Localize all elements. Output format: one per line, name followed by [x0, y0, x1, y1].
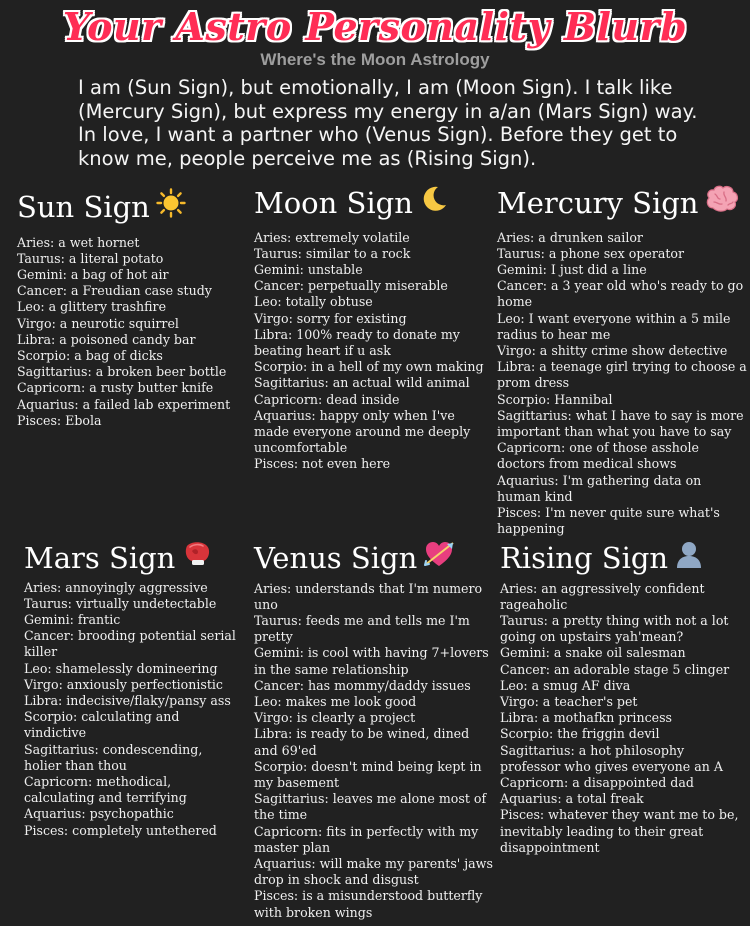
sign-entry: Libra: 100% ready to donate my beating heart if u ask [254, 326, 460, 358]
venus-sign-section [254, 541, 494, 921]
sign-entry: Sagittarius: a hot philosophy professor who gives everyone an A [500, 742, 723, 774]
sign-entry: Libra: is ready to be wined, dined and 69'ed [254, 726, 470, 758]
mars-sign-heading [24, 541, 242, 578]
sun-icon [156, 188, 186, 225]
sign-entry: Sagittarius: leaves me alone most of the time [254, 791, 487, 823]
moon-sign-heading [254, 186, 486, 224]
sun-sign-section [17, 190, 237, 429]
sign-entry: Virgo: anxiously perfectionistic [24, 676, 223, 692]
sign-entry: Taurus: virtually undetectable [24, 595, 217, 611]
sign-entry: Aquarius: a total freak [500, 791, 644, 807]
moon-sign-title: Moon Sign [254, 186, 413, 220]
sign-entry: Scorpio: Hannibal [497, 391, 613, 407]
sign-entry: Gemini: a bag of hot air [17, 266, 169, 282]
sign-entry: Libra: a teenage girl trying to choose a prom dress [497, 359, 747, 391]
sign-entry: Scorpio: the friggin devil [500, 726, 660, 742]
sign-entry: Aquarius: psychopathic [24, 806, 174, 822]
rising-sign-section [500, 541, 740, 856]
sign-entry: Libra: indecisive/flaky/pansy ass [24, 692, 231, 708]
mercury-sign-title: Mercury Sign [497, 186, 699, 220]
sign-entry: Sagittarius: an actual wild animal [254, 375, 470, 391]
sign-entry: Virgo: a shitty crime show detective [497, 342, 728, 358]
sign-entry: Cancer: an adorable stage 5 clinger [500, 661, 730, 677]
rising-sign-list [500, 581, 740, 856]
sign-entry: Aquarius: I'm gathering data on human kind [497, 472, 702, 504]
mars-sign-section [24, 541, 242, 839]
sign-entry: Leo: shamelessly domineering [24, 660, 218, 676]
sign-entry: Cancer: a Freudian case study [17, 283, 212, 299]
sign-entry: Aries: extremely volatile [254, 229, 410, 245]
sign-entry: Capricorn: methodical, calculating and terrifying [24, 773, 187, 806]
boxing-glove-icon [181, 540, 213, 575]
mercury-sign-list [497, 230, 747, 538]
sign-entry: Virgo: sorry for existing [254, 310, 407, 326]
sign-entry: Leo: totally obtuse [254, 294, 373, 310]
rising-sign-title: Rising Sign [500, 541, 669, 575]
sign-entry: Aquarius: happy only when I've made everyone around me deeply uncomfortable [254, 407, 471, 456]
rising-sign-heading [500, 541, 740, 579]
sign-entry: Aries: an aggressively confident rageaholic [500, 580, 705, 612]
sign-entry: Pisces: whatever they want me to be, inevitably leading to their great disappointment [500, 807, 739, 855]
sign-entry: Capricorn: dead inside [254, 391, 400, 407]
page-subtitle: Where's the Moon Astrology [260, 50, 490, 69]
sign-entry: Scorpio: doesn't mind being kept in my basement [254, 758, 482, 790]
sign-entry: Taurus: feeds me and tells me I'm pretty [254, 612, 470, 645]
sign-entry: Aries: annoyingly aggressive [24, 579, 208, 595]
sign-entry: Capricorn: a disappointed dad [500, 774, 694, 790]
sign-entry: Virgo: is clearly a project [254, 710, 416, 726]
brain-icon [705, 184, 739, 221]
mercury-sign-heading [497, 186, 747, 224]
sign-entry: Pisces: Ebola [17, 412, 102, 428]
sign-entry: Virgo: a teacher's pet [500, 693, 638, 709]
sign-entry: Gemini: is cool with having 7+lovers in the same relationship [254, 645, 489, 677]
sign-entry: Aquarius: a failed lab experiment [17, 396, 231, 412]
person-silhouette-icon [674, 539, 704, 576]
sign-entry: Taurus: a pretty thing with not a lot going on upstairs yah'mean? [500, 612, 729, 645]
venus-sign-list [254, 581, 494, 921]
sign-entry: Sagittarius: a broken beer bottle [17, 364, 227, 380]
sign-entry: Pisces: I'm never quite sure what's happening [497, 504, 720, 537]
sign-entry: Leo: a smug AF diva [500, 677, 631, 693]
venus-sign-heading [254, 541, 494, 579]
mars-sign-title: Mars Sign [24, 541, 176, 575]
crescent-moon-icon [419, 184, 449, 221]
moon-sign-section [254, 186, 486, 473]
sign-entry: Gemini: frantic [24, 611, 121, 627]
sign-entry: Taurus: similar to a rock [254, 245, 411, 261]
sign-entry: Pisces: not even here [254, 456, 391, 472]
sign-entry: Pisces: is a misunderstood butterfly with broken wings [254, 888, 483, 920]
moon-sign-list [254, 230, 486, 473]
intro-paragraph: I am (Sun Sign), but emotionally, I am (Moon Sign). I talk like (Mercury Sign), but express my energy in a/an (Mars Sign) way. In love, I want a partner who (Venus Sign). Before they get to know me, people perceive me as (Rising Sign). [78, 76, 698, 170]
sign-entry: Pisces: completely untethered [24, 822, 217, 838]
sign-entry: Gemini: I just did a line [497, 261, 647, 277]
sign-entry: Capricorn: a rusty butter knife [17, 380, 214, 396]
sign-entry: Aquarius: will make my parents' jaws drop in shock and disgust [254, 855, 493, 888]
sign-entry: Taurus: a literal potato [17, 250, 164, 266]
page-title: Your Astro Personality Blurb [62, 4, 688, 49]
mars-sign-list [24, 580, 242, 839]
sign-entry: Virgo: a neurotic squirrel [17, 315, 179, 331]
sun-sign-title: Sun Sign [17, 190, 150, 224]
sign-entry: Aries: understands that I'm numero uno [254, 580, 483, 612]
sign-entry: Gemini: a snake oil salesman [500, 645, 686, 661]
sign-entry: Scorpio: in a hell of my own making [254, 359, 484, 375]
venus-sign-title: Venus Sign [254, 541, 418, 575]
sign-entry: Scorpio: a bag of dicks [17, 347, 163, 363]
mercury-sign-section [497, 186, 747, 537]
sign-entry: Leo: I want everyone within a 5 mile radius to hear me [497, 310, 731, 342]
sun-sign-heading [17, 190, 237, 228]
sign-entry: Leo: a glittery trashfire [17, 299, 167, 315]
sign-entry: Libra: a poisoned candy bar [17, 331, 196, 347]
sign-entry: Libra: a mothafkn princess [500, 710, 673, 726]
sign-entry: Sagittarius: condescending, holier than thou [24, 741, 203, 773]
sign-entry: Capricorn: one of those asshole doctors from medical shows [497, 440, 699, 472]
sign-entry: Cancer: a 3 year old who's ready to go home [497, 278, 744, 310]
sun-sign-list [17, 235, 237, 429]
sign-entry: Cancer: has mommy/daddy issues [254, 677, 471, 693]
sign-entry: Leo: makes me look good [254, 693, 417, 709]
sign-entry: Capricorn: fits in perfectly with my master plan [254, 823, 479, 855]
sign-entry: Gemini: unstable [254, 261, 363, 277]
sign-entry: Scorpio: calculating and vindictive [24, 709, 180, 741]
sign-entry: Cancer: perpetually miserable [254, 278, 448, 294]
sign-entry: Sagittarius: what I have to say is more important than what you have to say [497, 407, 744, 439]
sign-entry: Cancer: brooding potential serial killer [24, 628, 236, 660]
sign-entry: Aries: a wet hornet [17, 234, 140, 250]
heart-with-arrow-icon [423, 539, 455, 576]
sign-entry: Aries: a drunken sailor [497, 229, 643, 245]
sign-entry: Taurus: a phone sex operator [497, 245, 685, 261]
